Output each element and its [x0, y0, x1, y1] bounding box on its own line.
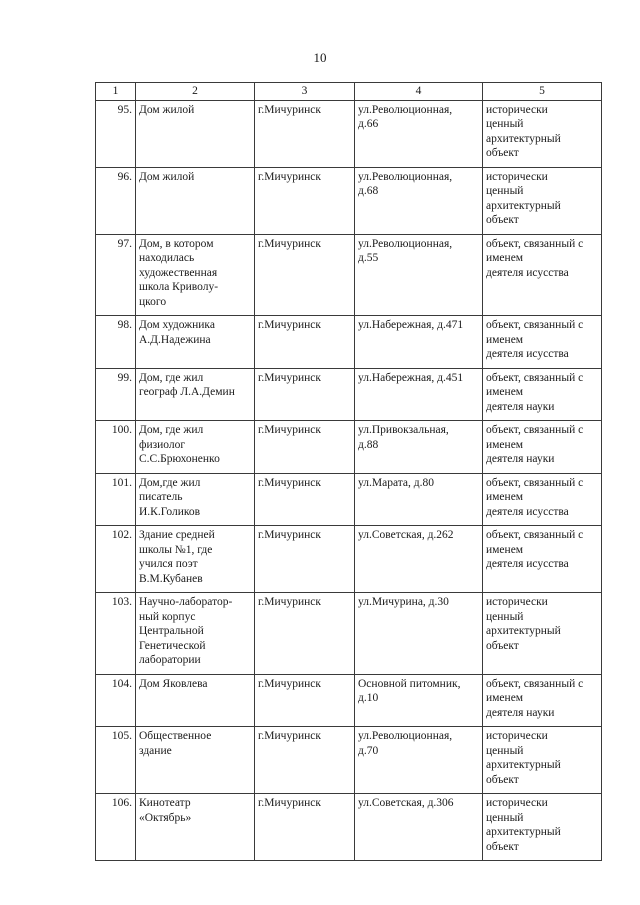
object-name-cell: Дом, где жил географ Л.А.Демин	[136, 368, 255, 421]
object-name-cell: Научно-лаборатор- ный корпус Центральной Генетической лаборатории	[136, 593, 255, 675]
object-name-cell: Дом, в котором находилась художественная школа Криволу- цкого	[136, 234, 255, 316]
category-cell: объект, связанный с именем деятеля исусства	[483, 316, 602, 369]
row-number-cell: 95.	[96, 100, 136, 167]
city-cell: г.Мичуринск	[255, 316, 355, 369]
table-body	[96, 100, 602, 861]
address-cell: ул.Советская, д.262	[355, 526, 483, 593]
city-cell: г.Мичуринск	[255, 421, 355, 474]
category-cell: исторически ценный архитектурный объект	[483, 727, 602, 794]
table-row	[96, 526, 602, 593]
object-name-cell: Дом жилой	[136, 167, 255, 234]
address-cell: ул.Революционная, д.70	[355, 727, 483, 794]
category-cell: объект, связанный с именем деятеля науки	[483, 368, 602, 421]
address-cell: ул.Революционная, д.68	[355, 167, 483, 234]
column-header-4: 4	[355, 83, 483, 101]
table-row	[96, 421, 602, 474]
table-row	[96, 100, 602, 167]
table-header-row	[96, 83, 602, 101]
table-row	[96, 593, 602, 675]
category-cell: объект, связанный с именем деятеля исусства	[483, 473, 602, 526]
city-cell: г.Мичуринск	[255, 794, 355, 861]
table-row	[96, 316, 602, 369]
heritage-objects-table	[95, 82, 602, 861]
column-header-5: 5	[483, 83, 602, 101]
table-row	[96, 167, 602, 234]
row-number-cell: 96.	[96, 167, 136, 234]
table-row	[96, 727, 602, 794]
row-number-cell: 102.	[96, 526, 136, 593]
category-cell: объект, связанный с именем деятеля науки	[483, 421, 602, 474]
row-number-cell: 99.	[96, 368, 136, 421]
city-cell: г.Мичуринск	[255, 526, 355, 593]
city-cell: г.Мичуринск	[255, 368, 355, 421]
object-name-cell: Дом жилой	[136, 100, 255, 167]
address-cell: ул.Набережная, д.471	[355, 316, 483, 369]
object-name-cell: Дом Яковлева	[136, 674, 255, 727]
object-name-cell: Кинотеатр «Октябрь»	[136, 794, 255, 861]
object-name-cell: Дом,где жил писатель И.К.Голиков	[136, 473, 255, 526]
address-cell: ул.Революционная, д.66	[355, 100, 483, 167]
object-name-cell: Дом, где жил физиолог С.С.Брюхоненко	[136, 421, 255, 474]
address-cell: ул.Революционная, д.55	[355, 234, 483, 316]
column-header-2: 2	[136, 83, 255, 101]
city-cell: г.Мичуринск	[255, 674, 355, 727]
table-row	[96, 368, 602, 421]
city-cell: г.Мичуринск	[255, 234, 355, 316]
row-number-cell: 104.	[96, 674, 136, 727]
category-cell: объект, связанный с именем деятеля науки	[483, 674, 602, 727]
object-name-cell: Общественное здание	[136, 727, 255, 794]
city-cell: г.Мичуринск	[255, 727, 355, 794]
category-cell: объект, связанный с именем деятеля исусства	[483, 526, 602, 593]
row-number-cell: 100.	[96, 421, 136, 474]
address-cell: ул.Советская, д.306	[355, 794, 483, 861]
row-number-cell: 105.	[96, 727, 136, 794]
address-cell: ул.Привокзальная, д.88	[355, 421, 483, 474]
table-row	[96, 674, 602, 727]
row-number-cell: 106.	[96, 794, 136, 861]
table-row	[96, 794, 602, 861]
row-number-cell: 103.	[96, 593, 136, 675]
category-cell: исторически ценный архитектурный объект	[483, 794, 602, 861]
city-cell: г.Мичуринск	[255, 167, 355, 234]
city-cell: г.Мичуринск	[255, 473, 355, 526]
category-cell: исторически ценный архитектурный объект	[483, 100, 602, 167]
row-number-cell: 101.	[96, 473, 136, 526]
table-row	[96, 234, 602, 316]
category-cell: исторически ценный архитектурный объект	[483, 593, 602, 675]
address-cell: ул.Мичурина, д.30	[355, 593, 483, 675]
row-number-cell: 97.	[96, 234, 136, 316]
address-cell: ул.Марата, д.80	[355, 473, 483, 526]
category-cell: объект, связанный с именем деятеля исусства	[483, 234, 602, 316]
address-cell: Основной питомник, д.10	[355, 674, 483, 727]
city-cell: г.Мичуринск	[255, 100, 355, 167]
column-header-3: 3	[255, 83, 355, 101]
object-name-cell: Дом художника А.Д.Надежина	[136, 316, 255, 369]
object-name-cell: Здание средней школы №1, где учился поэт В.М.Кубанев	[136, 526, 255, 593]
page-number: 10	[313, 50, 327, 65]
category-cell: исторически ценный архитектурный объект	[483, 167, 602, 234]
city-cell: г.Мичуринск	[255, 593, 355, 675]
row-number-cell: 98.	[96, 316, 136, 369]
table-row	[96, 473, 602, 526]
address-cell: ул.Набережная, д.451	[355, 368, 483, 421]
column-header-1: 1	[96, 83, 136, 101]
